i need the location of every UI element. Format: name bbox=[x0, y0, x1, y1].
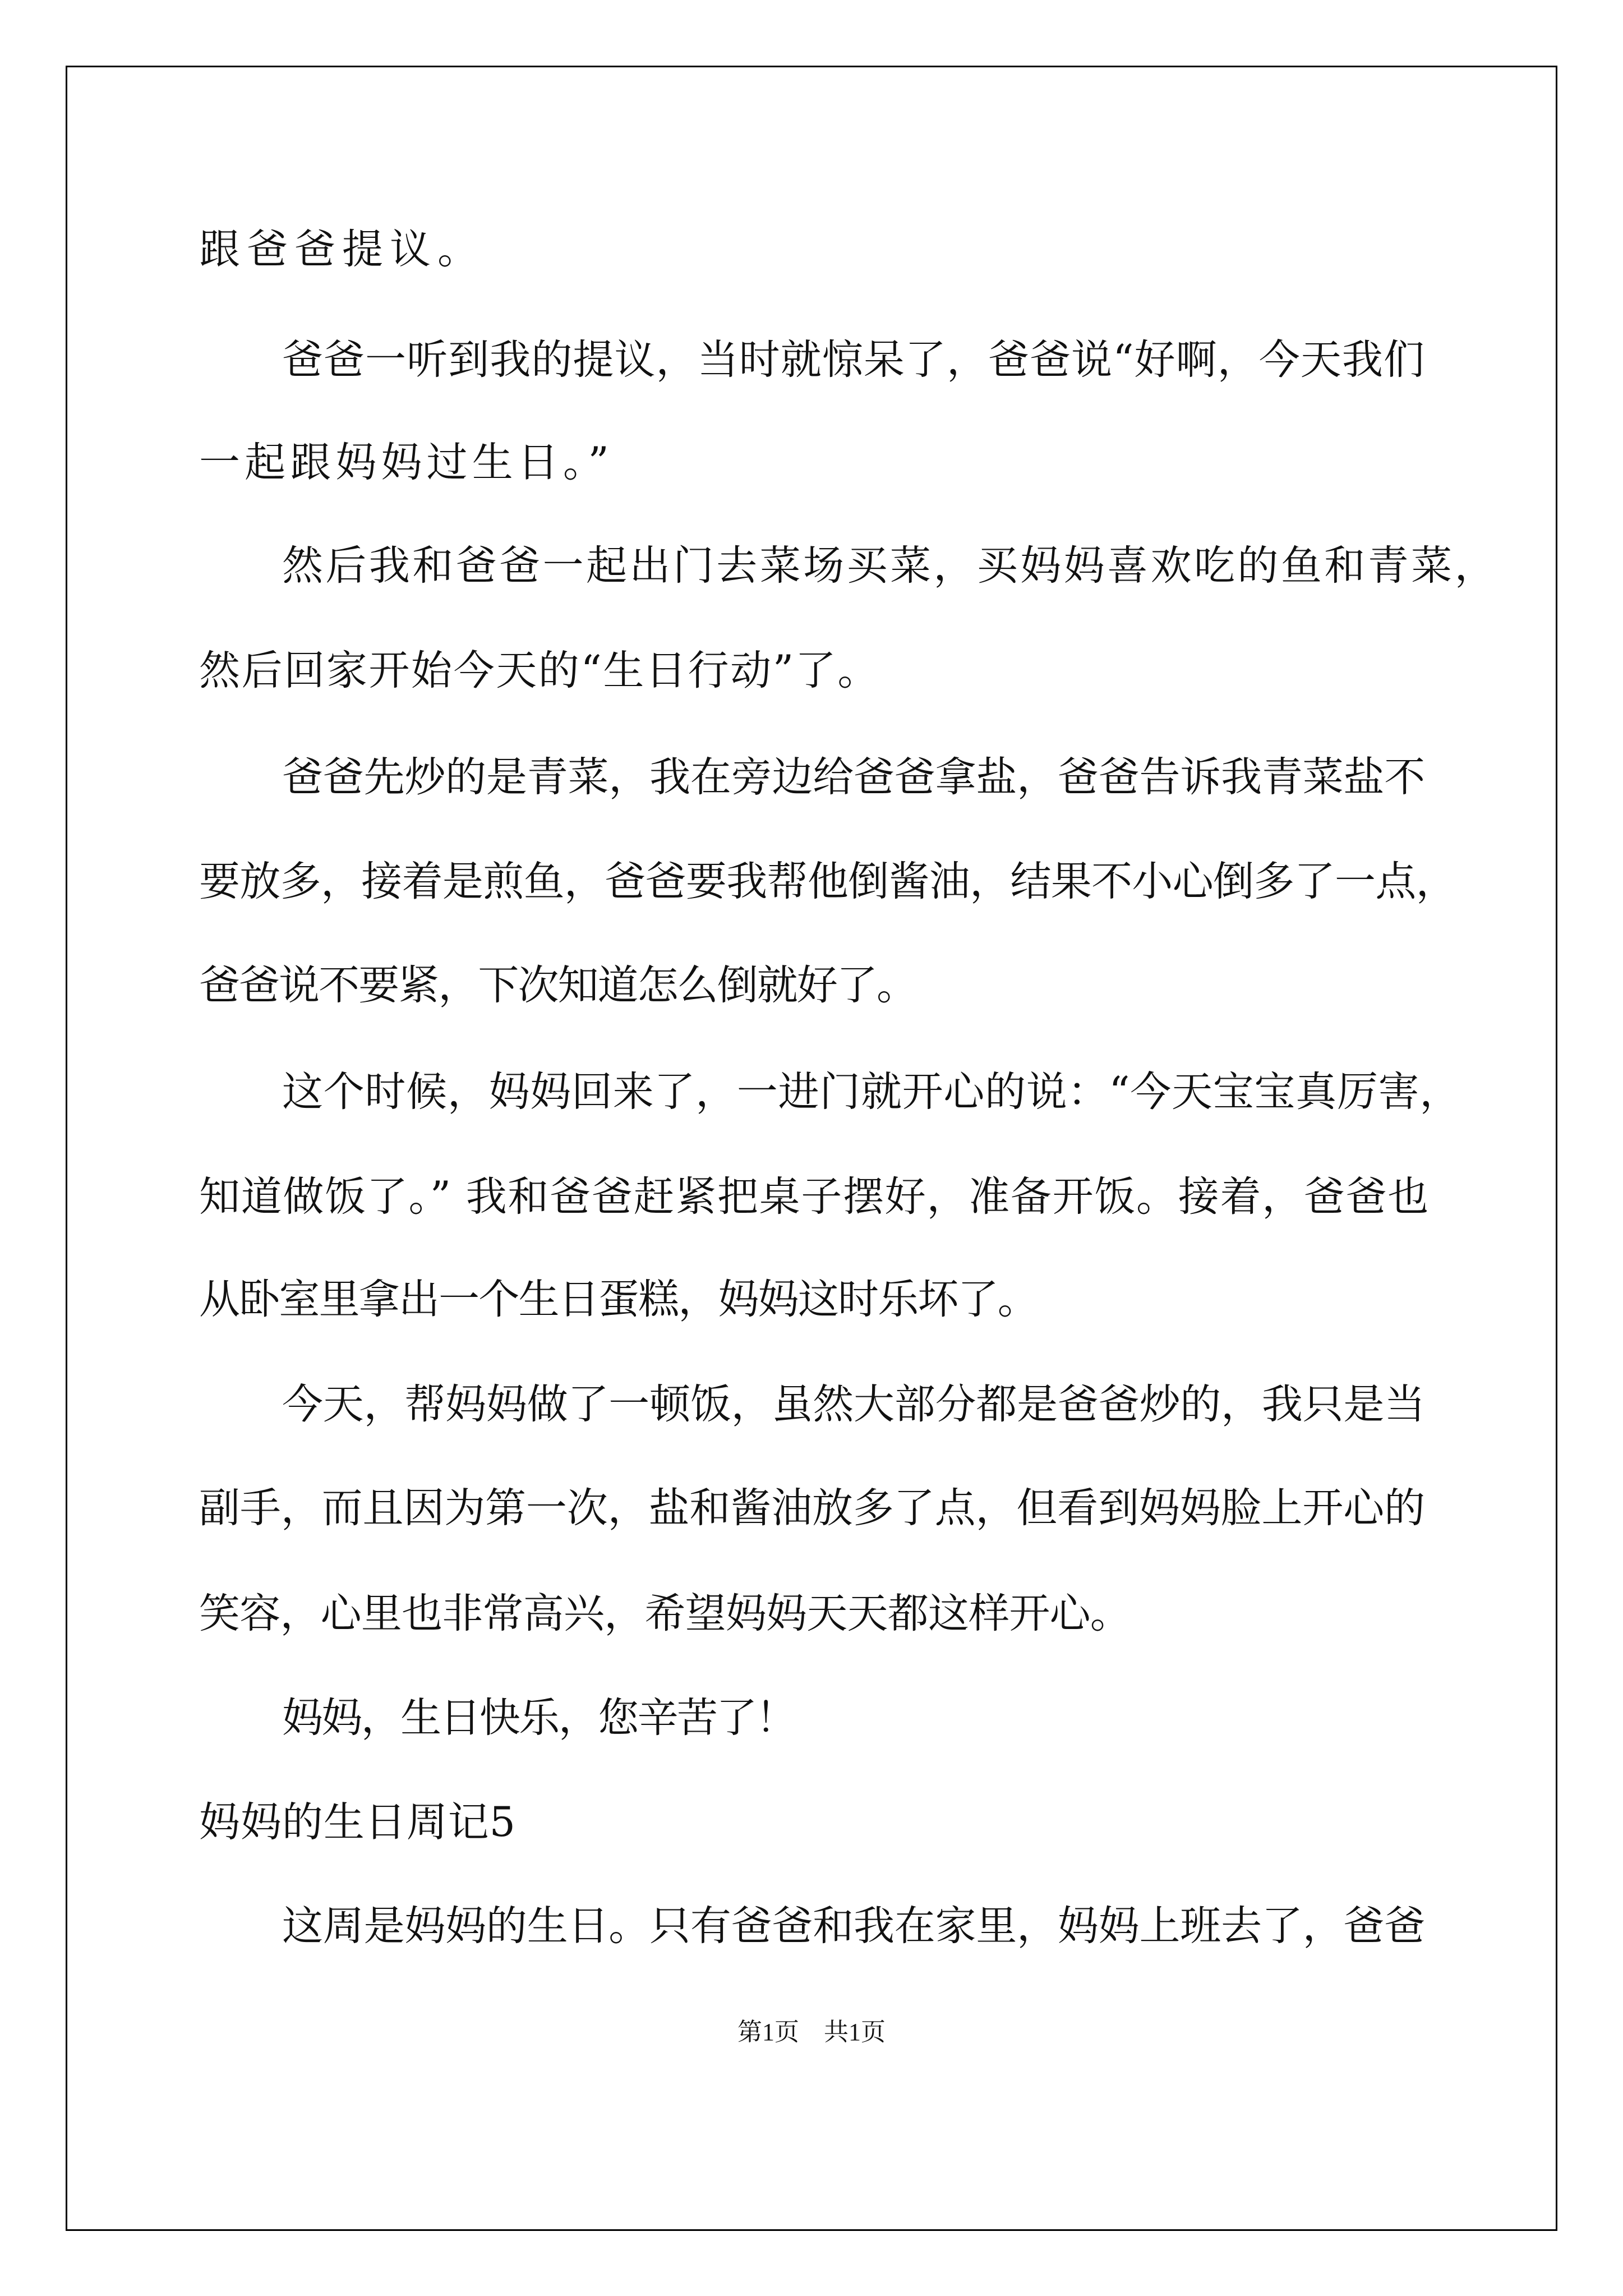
text-line: 这个时候，妈妈回来了，一进门就开心的说：“今天宝宝真厉害， bbox=[282, 1068, 1461, 1116]
text-line: 知道做饭了。” 我和爸爸赶紧把桌子摆好，准备开饭。接着，爸爸也 bbox=[199, 1173, 1430, 1221]
text-line: 这周是妈妈的生日。只有爸爸和我在家里，妈妈上班去了，爸爸 bbox=[282, 1902, 1425, 1950]
text-line: 妈妈，生日快乐，您辛苦了！ bbox=[282, 1694, 795, 1742]
text-line: 今天，帮妈妈做了一顿饭，虽然大部分都是爸爸炒的，我只是当 bbox=[282, 1381, 1425, 1428]
text-line: 然后我和爸爸一起出门去菜场买菜，买妈妈喜欢吃的鱼和青菜， bbox=[282, 542, 1498, 590]
text-line: 爸爸先炒的是青菜，我在旁边给爸爸拿盐，爸爸告诉我青菜盐不 bbox=[282, 753, 1425, 801]
text-line: 然后回家开始今天的“生日行动”了。 bbox=[199, 647, 880, 694]
page-number-footer: 第1页 共1页 bbox=[737, 2018, 886, 2046]
text-line: 爸爸说不要紧，下次知道怎么倒就好了。 bbox=[199, 961, 916, 1009]
text-line: 跟爸爸提议。 bbox=[199, 226, 485, 273]
text-line: 笑容，心里也非常高兴，希望妈妈天天都这样开心。 bbox=[199, 1590, 1131, 1637]
text-line: 爸爸一听到我的提议，当时就惊呆了，爸爸说“好啊，今天我们 bbox=[282, 336, 1425, 384]
text-line: 从卧室里拿出一个生日蛋糕，妈妈这时乐坏了。 bbox=[199, 1276, 1038, 1323]
section-heading: 妈妈的生日周记5 bbox=[199, 1798, 516, 1846]
text-line: 一起跟妈妈过生日。” bbox=[199, 439, 614, 486]
text-line: 要放多，接着是煎鱼，爸爸要我帮他倒酱油，结果不小心倒多了一点， bbox=[199, 858, 1456, 905]
text-line: 副手，而且因为第一次，盐和酱油放多了点，但看到妈妈脸上开心的 bbox=[199, 1484, 1425, 1532]
